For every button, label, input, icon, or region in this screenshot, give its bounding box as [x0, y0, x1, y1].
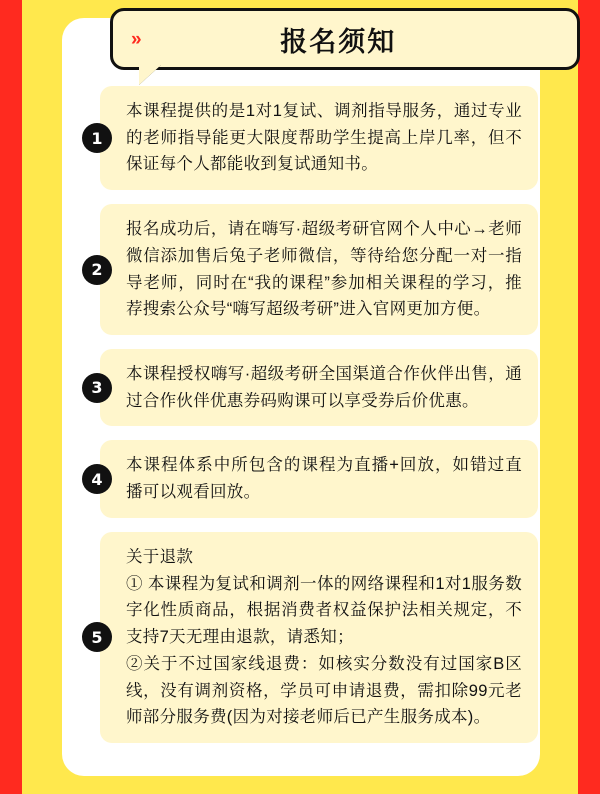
right-red-bar [578, 0, 600, 794]
item-text: ① 本课程为复试和调剂一体的网络课程和1对1服务数字化性质商品，根据消费者权益保护法相关规定，不支持7天无理由退款，请悉知； [126, 574, 522, 647]
header-banner [110, 8, 580, 70]
page-title: 报名须知 [280, 26, 397, 57]
item-number-badge: 5 [82, 622, 112, 652]
item-text: ②关于不过国家线退费：如核实分数没有过国家B区线，没有调剂资格，学员可申请退费，需扣除99元老师部分服务费(因为对接老师后已产生服务成本)。 [126, 654, 522, 727]
item-content [100, 532, 538, 743]
left-red-bar [0, 0, 22, 794]
item-text: 本课程提供的是1对1复试、调剂指导服务，通过专业的老师指导能更大限度帮助学生提高上岸几率，但不保证每个人都能收到复试通知书。 [126, 102, 522, 174]
item-content [100, 204, 538, 335]
item-text: 本课程授权嗨写·超级考研全国渠道合作伙伴出售，通过合作伙伴优惠券码购课可以享受券后价优惠。 [126, 365, 522, 410]
item-content [100, 349, 538, 426]
item-content [100, 86, 538, 190]
double-chevron-right-icon: » [131, 28, 140, 50]
item-content [100, 440, 538, 517]
item-text: 本课程体系中所包含的课程为直播+回放，如错过直播可以观看回放。 [126, 456, 522, 502]
list-item [82, 204, 538, 335]
list-item [82, 86, 538, 190]
list-item [82, 532, 538, 743]
yellow-card [22, 0, 578, 794]
item-text: 报名成功后，请在嗨写·超级考研官网个人中心→老师微信添加售后兔子老师微信，等待给您分配一对一指导老师，同时在“我的课程”参加相关课程的学习，推荐搜索公众号“嗨写超级考研”进入官网更加方便。 [126, 220, 522, 319]
list-item [82, 440, 538, 517]
notice-list [82, 86, 538, 757]
item-number-badge: 1 [82, 123, 112, 153]
item-number-badge: 2 [82, 255, 112, 285]
item-number-badge: 3 [82, 373, 112, 403]
list-item [82, 349, 538, 426]
item-number-badge: 4 [82, 464, 112, 494]
item-text: 关于退款 [126, 547, 194, 566]
